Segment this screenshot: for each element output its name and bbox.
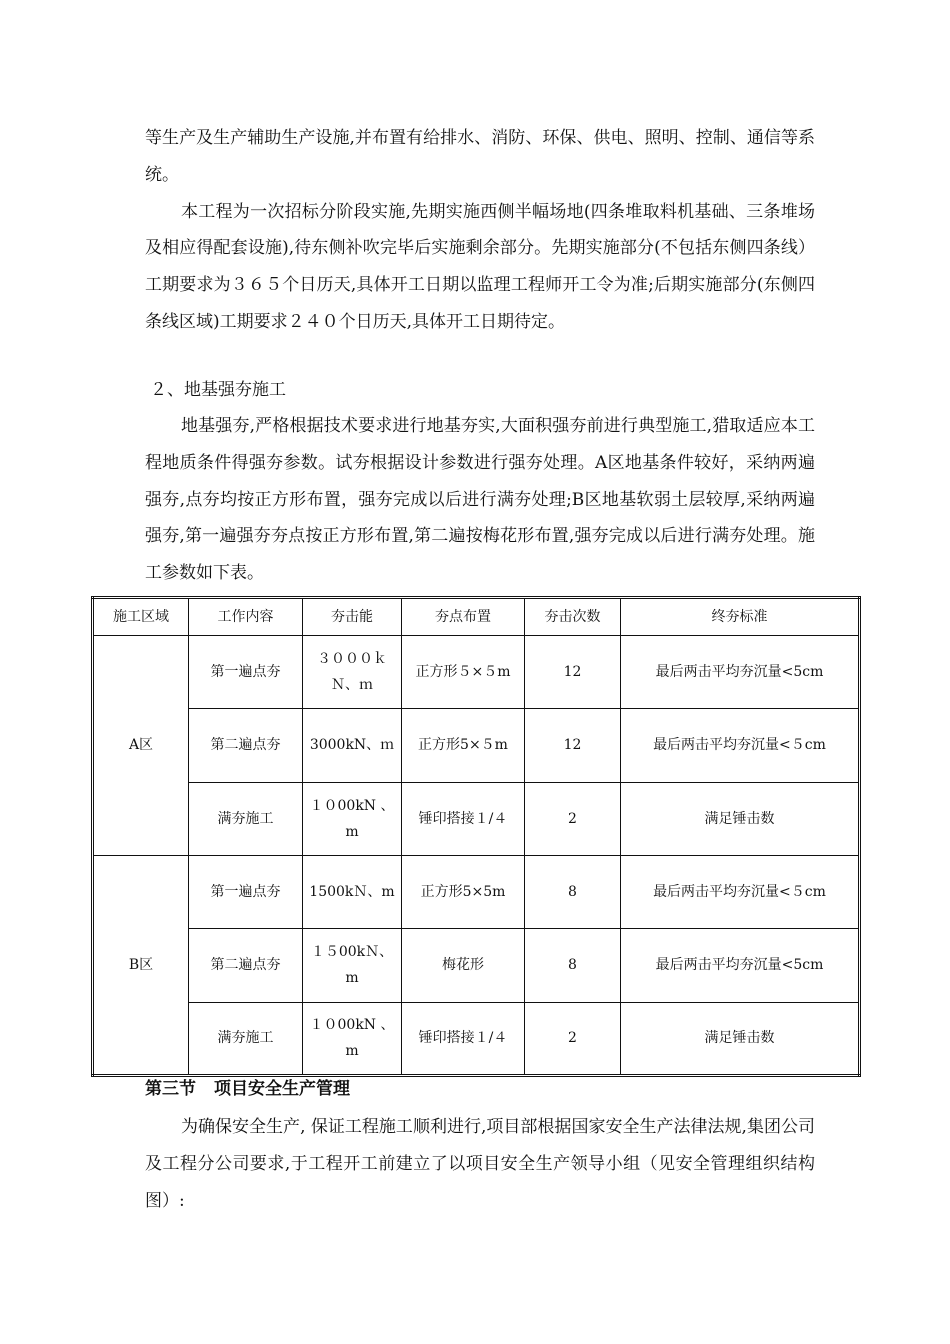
- count-cell: 2: [525, 1002, 621, 1075]
- layout-cell: 锤印搭接１/４: [402, 782, 525, 855]
- section-title: 项目安全生产管理: [214, 1079, 350, 1099]
- header-work: 工作内容: [189, 598, 303, 636]
- energy-cell: １０00kN 、m: [303, 1002, 402, 1075]
- paragraph-facilities: 等生产及生产辅助生产设施,并布置有给排水、消防、环保、供电、照明、控制、通信等系统。: [145, 128, 815, 185]
- subsection-heading: ２、地基强夯施工: [150, 380, 286, 400]
- work-cell: 第二遍点夯: [189, 709, 303, 782]
- work-cell: 第一遍点夯: [189, 636, 303, 709]
- compaction-text: [145, 408, 815, 592]
- standard-cell: 满足锤击数: [621, 782, 860, 855]
- count-cell: 8: [525, 929, 621, 1002]
- section-heading: [145, 1077, 350, 1101]
- layout-cell: 正方形５×５m: [402, 636, 525, 709]
- intro-text: [145, 120, 815, 341]
- table-header-row: [93, 598, 860, 636]
- energy-cell: 1500kＮ、m: [303, 855, 402, 928]
- paragraph-safety: 为确保安全生产, 保证工程施工顺利进行,项目部根据国家安全生产法律法规,集团公司及工程分公司要求,于工程开工前建立了以项目安全生产领导小组（见安全管理组织结构图）:: [145, 1117, 815, 1211]
- standard-cell: 满足锤击数: [621, 1002, 860, 1075]
- count-cell: 2: [525, 782, 621, 855]
- header-standard: 终夯标准: [621, 598, 860, 636]
- parameter-table-wrapper: [91, 596, 861, 1077]
- count-cell: 12: [525, 709, 621, 782]
- table-row: [93, 929, 860, 1002]
- header-zone: 施工区域: [93, 598, 189, 636]
- energy-cell: １０00kN 、m: [303, 782, 402, 855]
- table-row: [93, 709, 860, 782]
- safety-text: [145, 1109, 815, 1219]
- table-row: [93, 855, 860, 928]
- count-cell: 12: [525, 636, 621, 709]
- table-row: [93, 1002, 860, 1075]
- standard-cell: 最后两击平均夯沉量<５cm: [621, 709, 860, 782]
- standard-cell: 最后两击平均夯沉量<5cm: [621, 929, 860, 1002]
- standard-cell: 最后两击平均夯沉量<５cm: [621, 855, 860, 928]
- parameter-table: [91, 596, 861, 1077]
- layout-cell: 锤印搭接１/４: [402, 1002, 525, 1075]
- energy-cell: ３０００ｋＮ、ｍ: [303, 636, 402, 709]
- count-cell: 8: [525, 855, 621, 928]
- layout-cell: 正方形5×5m: [402, 855, 525, 928]
- work-cell: 满夯施工: [189, 782, 303, 855]
- work-cell: 满夯施工: [189, 1002, 303, 1075]
- work-cell: 第二遍点夯: [189, 929, 303, 1002]
- table-row: [93, 782, 860, 855]
- section-number: 第三节: [145, 1079, 196, 1099]
- layout-cell: 梅花形: [402, 929, 525, 1002]
- zone-cell: B区: [93, 855, 189, 1075]
- standard-cell: 最后两击平均夯沉量<5cm: [621, 636, 860, 709]
- header-count: 夯击次数: [525, 598, 621, 636]
- energy-cell: １５00kＮ、m: [303, 929, 402, 1002]
- paragraph-schedule: 本工程为一次招标分阶段实施,先期实施西侧半幅场地(四条堆取料机基础、三条堆场及相应得配套设施),待东侧补吹完毕后实施剩余部分。先期实施部分(不包括东侧四条线）工期要求为３６５个日历天,具体开工日期以监理工程师开工令为准;后期实施部分(东侧四条线区域)工期要求２４０个日历天,具体开工日期待定。: [145, 201, 815, 332]
- layout-cell: 正方形5×５m: [402, 709, 525, 782]
- header-layout: 夯点布置: [402, 598, 525, 636]
- work-cell: 第一遍点夯: [189, 855, 303, 928]
- table-row: [93, 636, 860, 709]
- header-energy: 夯击能: [303, 598, 402, 636]
- zone-cell: A区: [93, 636, 189, 856]
- energy-cell: 3000kN、ｍ: [303, 709, 402, 782]
- paragraph-compaction: 地基强夯,严格根据技术要求进行地基夯实,大面积强夯前进行典型施工,猎取适应本工程地质条件得强夯参数。试夯根据设计参数进行强夯处理。A区地基条件较好，采纳两遍强夯,点夯均按正方形布置，强夯完成以后进行满夯处理;B区地基软弱土层较厚,采纳两遍强夯,第一遍强夯夯点按正方形布置,第二遍按梅花形布置,强夯完成以后进行满夯处理。施工参数如下表。: [145, 416, 815, 584]
